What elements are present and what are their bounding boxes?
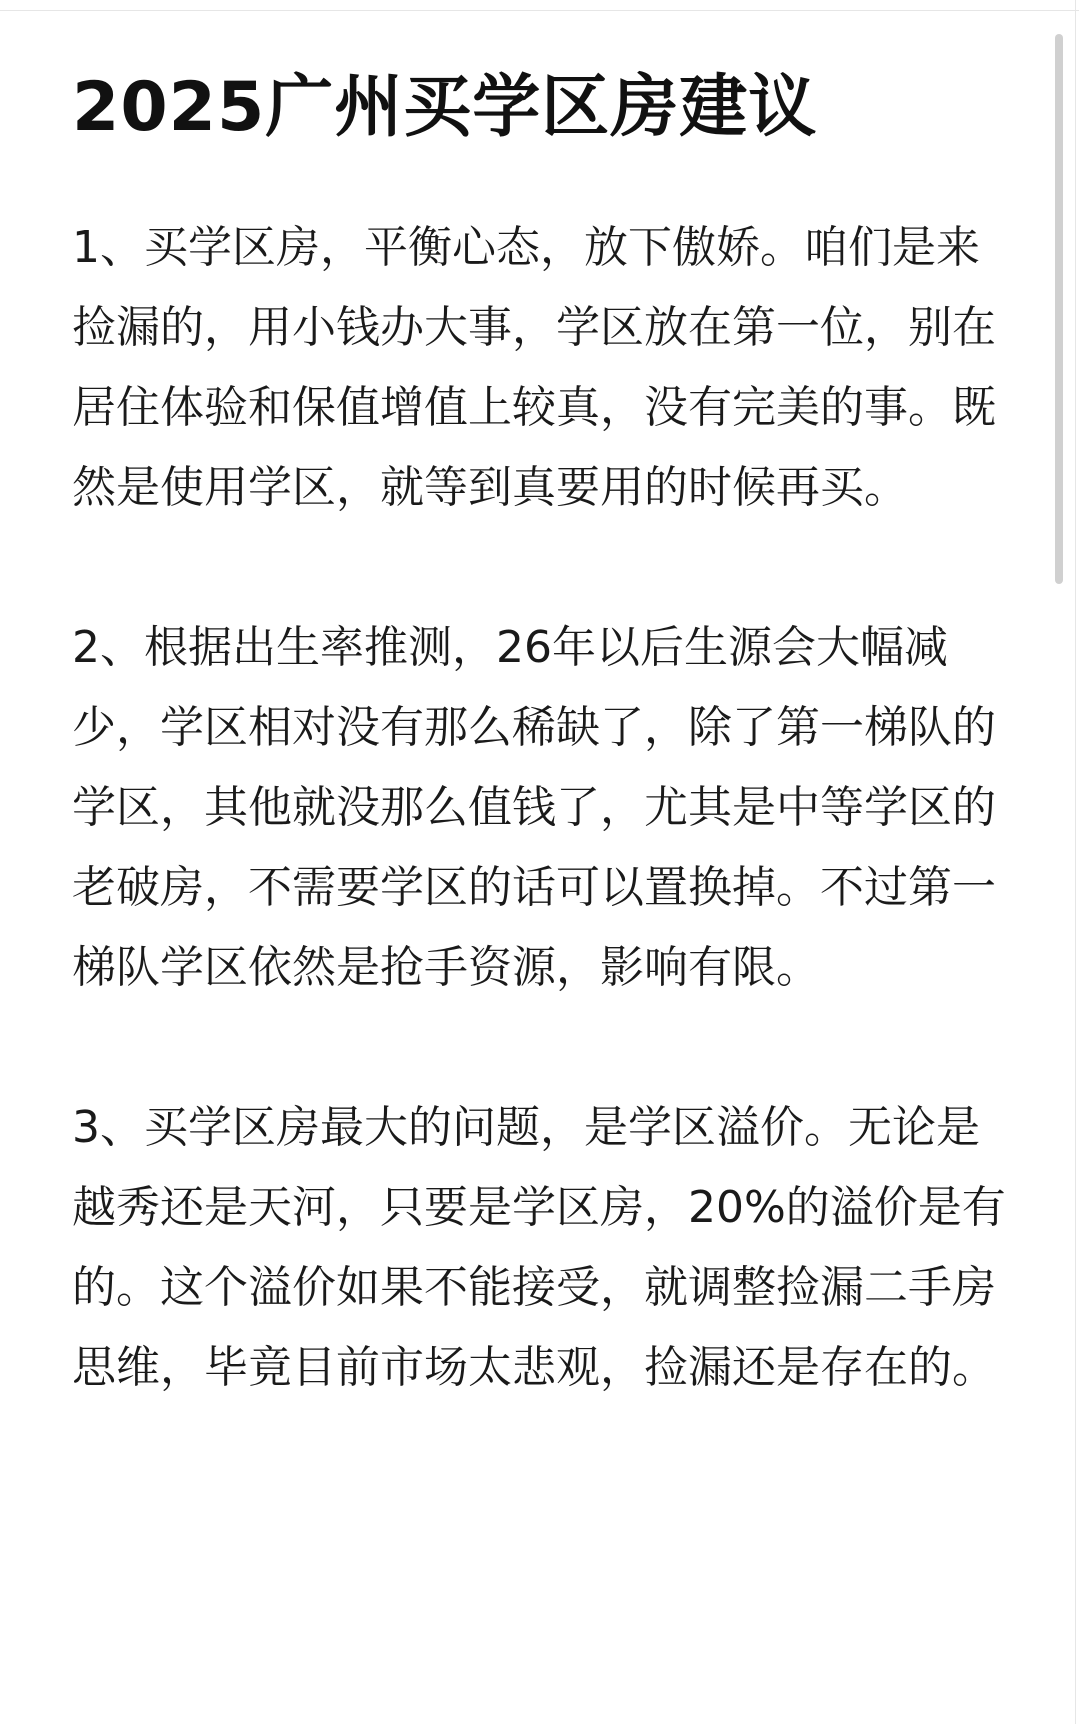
paragraph-1: 1、买学区房，平衡心态，放下傲娇。咱们是来捡漏的，用小钱办大事，学区放在第一位，别在居住体验和保值增值上较真，没有完美的事。既然是使用学区，就等到真要用的时候再买。 bbox=[72, 222, 996, 513]
article bbox=[72, 60, 1012, 1408]
top-border bbox=[0, 0, 1079, 11]
paragraph-2: 2、根据出生率推测，26年以后生源会大幅减少，学区相对没有那么稀缺了，除了第一梯队的学区，其他就没那么值钱了，尤其是中等学区的老破房，不需要学区的话可以置换掉。不过第一梯队学区依然是抢手资源，影响有限。 bbox=[72, 622, 996, 993]
article-title: 2025广州买学区房建议 bbox=[72, 68, 818, 147]
right-border bbox=[1075, 0, 1076, 1724]
scrollbar[interactable] bbox=[1052, 30, 1066, 1710]
paragraph-3: 3、买学区房最大的问题，是学区溢价。无论是越秀还是天河，只要是学区房，20%的溢价是有的。这个溢价如果不能接受，就调整捡漏二手房思维，毕竟目前市场太悲观，捡漏还是存在的。 bbox=[72, 1102, 1006, 1393]
scrollbar-thumb[interactable] bbox=[1055, 34, 1063, 584]
